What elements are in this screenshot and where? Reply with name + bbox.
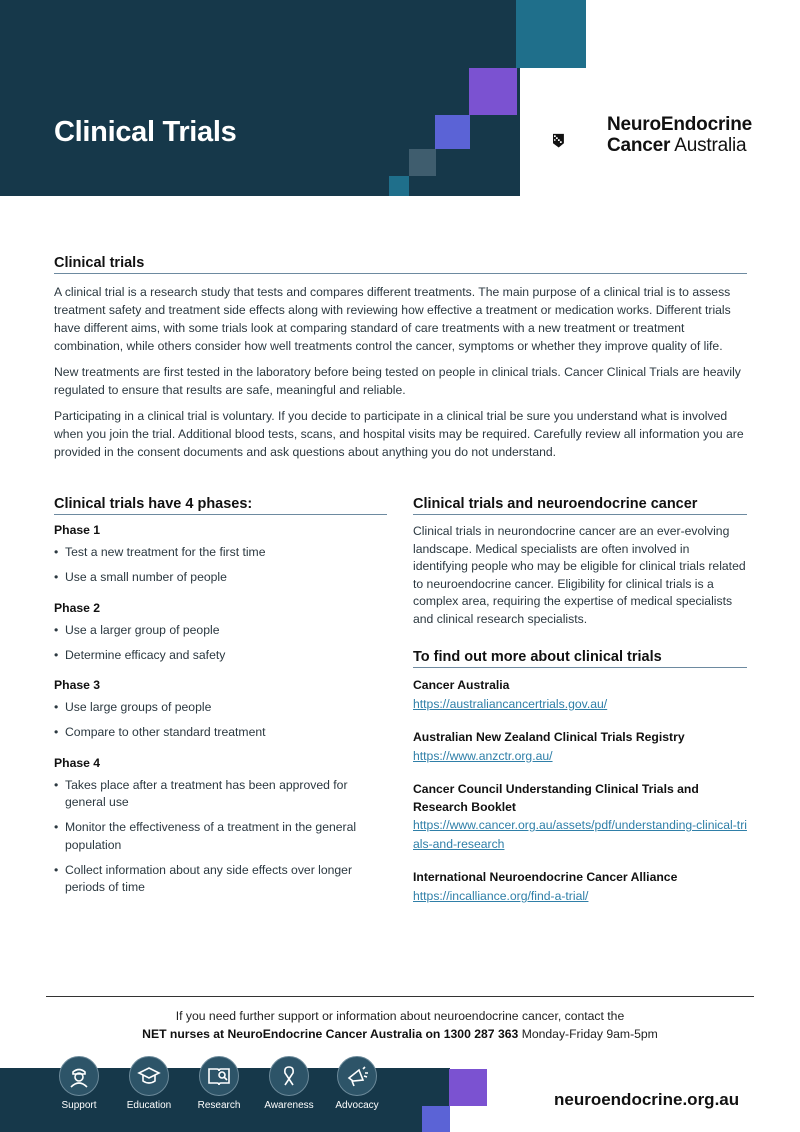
resource-title: Cancer Council Understanding Clinical Trials and Research Booklet (413, 782, 699, 814)
list-item: • Use large groups of people (54, 699, 387, 717)
list-item: • Compare to other standard treatment (54, 724, 387, 742)
phase-block (54, 523, 387, 587)
phase-block (54, 678, 387, 742)
decor-square-blue (422, 1106, 450, 1132)
decor-square-grey (409, 149, 436, 176)
footer-icon-label: Awareness (264, 1100, 314, 1111)
resource-title: Australian New Zealand Clinical Trials Registry (413, 730, 685, 744)
phases-heading: Clinical trials have 4 phases: (54, 496, 387, 515)
resource-item (413, 729, 747, 765)
brand-line-1: NeuroEndocrine (607, 114, 752, 135)
footer-icon-education[interactable] (114, 1056, 184, 1111)
footer-line-2: NET nurses at NeuroEndocrine Cancer Australia on 1300 287 363 Monday-Friday 9am-5pm (142, 1027, 658, 1041)
decor-square-blue (435, 115, 470, 149)
phase-title: Phase 3 (54, 678, 101, 692)
resource-title: Cancer Australia (413, 678, 510, 692)
brand-logo-icon (553, 113, 605, 169)
footer-divider (46, 996, 754, 997)
decor-square-purple (469, 68, 517, 115)
intro-paragraph: New treatments are first tested in the laboratory before being tested on people in clinical trials. Cancer Clinical Trials are heavily regulated to ensure that results are safe, meaningful and reliable. (54, 365, 741, 397)
footer-icon-support[interactable] (44, 1056, 114, 1111)
phase-block (54, 756, 387, 897)
list-item: • Monitor the effectiveness of a treatment in the general population (54, 819, 387, 854)
phase-block (54, 601, 387, 665)
brand-wordmark (607, 114, 752, 156)
list-item: • Use a small number of people (54, 569, 387, 587)
list-item: • Collect information about any side effects over longer periods of time (54, 862, 387, 897)
footer-icon-label: Support (61, 1100, 97, 1111)
phase-bullets (54, 777, 387, 897)
phase-title: Phase 4 (54, 755, 101, 770)
resource-title: International Neuroendocrine Cancer Alliance (413, 870, 678, 884)
resource-item (413, 677, 747, 713)
intro-paragraph: A clinical trial is a research study that tests and compares different treatments. The main purpose of a clinical trial is to assess treatment safety and treatment side effects along with reviewing how effective a treatment or medication works. Different trials have different aims, with some trials look at comparing standard of care treatments with a new treatment or treatment combination, while others consider how well treatments control the cancer, symptoms or whether they improve quality of life. (54, 285, 731, 353)
resource-link[interactable]: https://australiancancertrials.gov.au/ (413, 696, 608, 711)
megaphone-icon (345, 1064, 369, 1088)
footer-line-1: If you need further support or information about neuroendocrine cancer, contact the (175, 1009, 625, 1023)
decor-square-small (389, 176, 409, 196)
footer-contact (0, 1007, 800, 1043)
intro-heading: Clinical trials (54, 255, 747, 274)
neuroendocrine-section (413, 496, 747, 921)
decor-square-purple (449, 1069, 487, 1106)
website-link[interactable]: neuroendocrine.org.au (554, 1090, 740, 1109)
resource-item (413, 781, 747, 853)
list-item: • Determine efficacy and safety (54, 647, 387, 665)
nec-heading: Clinical trials and neuroendocrine cancer (413, 496, 747, 515)
header-band (0, 0, 520, 196)
decor-square-teal (516, 0, 586, 68)
resource-link[interactable]: https://www.anzctr.org.au/ (413, 748, 553, 763)
phase-title: Phase 2 (54, 600, 101, 615)
footer-icon-label: Research (197, 1100, 241, 1111)
footer-icon-research[interactable] (184, 1056, 254, 1111)
book-magnifier-icon (207, 1064, 231, 1088)
footer-icon-label: Education (126, 1100, 172, 1111)
resource-link[interactable]: https://incalliance.org/find-a-trial/ (413, 888, 589, 903)
ribbon-icon (277, 1064, 301, 1088)
phase-title: Phase 1 (54, 523, 101, 537)
list-item: • Takes place after a treatment has been approved for general use (54, 777, 387, 812)
resource-item (413, 869, 747, 905)
list-item: • Use a larger group of people (54, 622, 387, 640)
intro-section (54, 255, 747, 461)
phase-bullets (54, 544, 387, 587)
intro-paragraph: Participating in a clinical trial is voluntary. If you decide to participate in a clinical trial be sure you understand what is involved when you join the trial. Additional blood tests, scans, and hospital visits may be required. Carefully review all information you are provided in the consent documents and ask questions about anything you do not understand. (54, 409, 744, 459)
footer-icon-advocacy[interactable] (322, 1056, 392, 1111)
nec-paragraph: Clinical trials in neurondocrine cancer are an ever-evolving landscape. Medical specialists are often involved in identifying people who may be eligible for clinical trials related to neuroendocrine cancer. Eligibility for clinical trials is a complex area, requiring the expertise of medical specialists and clinical research specialists. (413, 524, 746, 626)
footer-icon-awareness[interactable] (254, 1056, 324, 1111)
phases-section (54, 496, 387, 911)
list-item: • Test a new treatment for the first time (54, 544, 387, 562)
graduation-cap-icon (137, 1064, 161, 1088)
find-more-heading: To find out more about clinical trials (413, 649, 747, 668)
page-title: Clinical Trials (54, 116, 237, 148)
footer-icon-label: Advocacy (335, 1100, 379, 1111)
phase-bullets (54, 622, 387, 665)
nurse-icon (67, 1064, 91, 1088)
resource-link[interactable]: https://www.cancer.org.au/assets/pdf/understanding-clinical-trials-and-research (413, 818, 747, 851)
phase-bullets (54, 699, 387, 742)
brand-line-2: Cancer Australia (607, 135, 747, 156)
